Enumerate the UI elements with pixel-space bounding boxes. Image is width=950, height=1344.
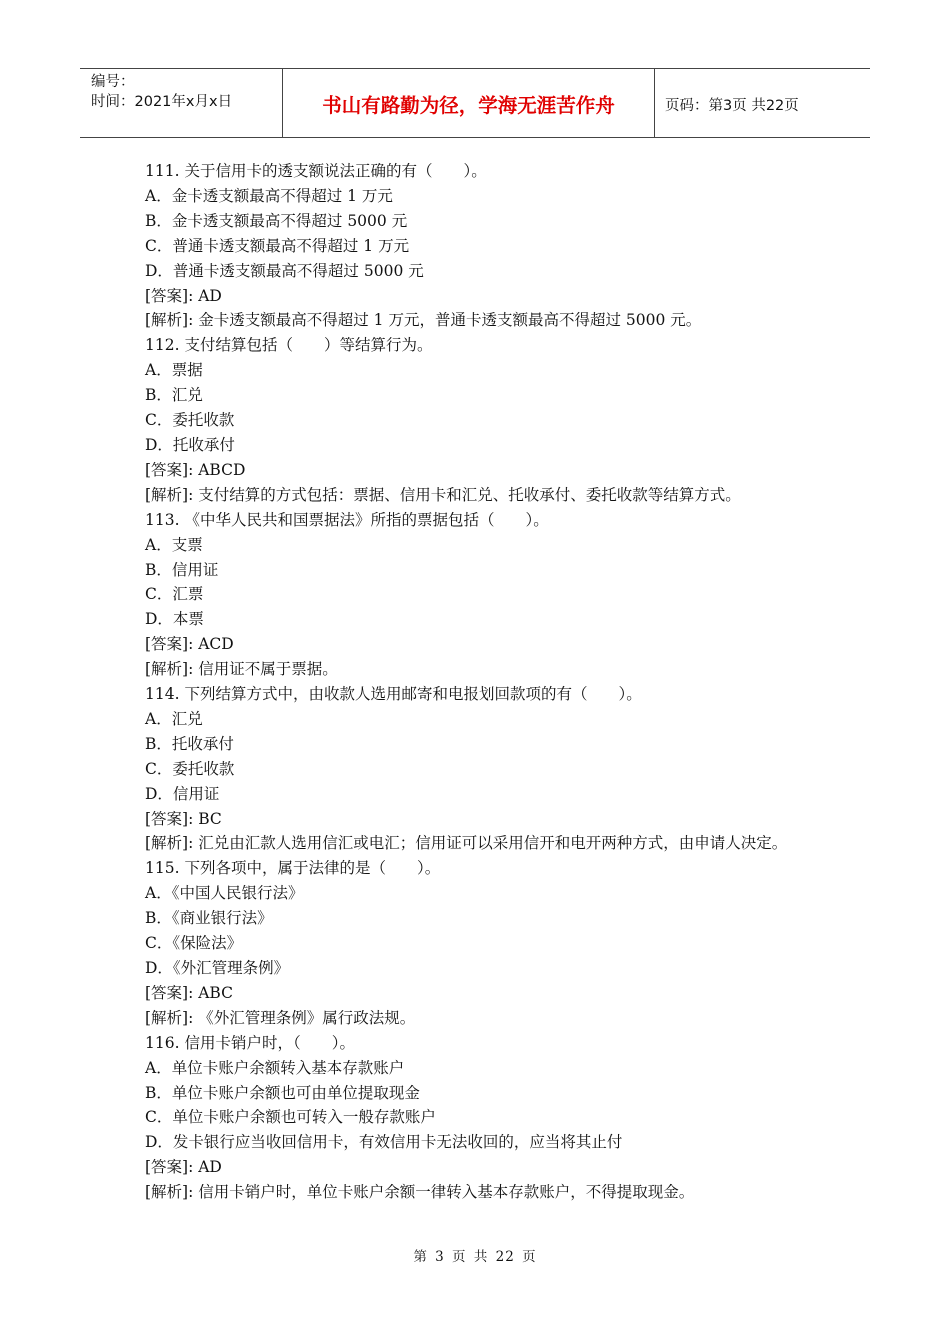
option-b: B．《商业银行法》 <box>145 909 273 928</box>
question-text: 113. 《中华人民共和国票据法》所指的票据包括（ ）。 <box>145 510 549 529</box>
question-block <box>145 856 810 1030</box>
question-text: 112. 支付结算包括（ ）等结算行为。 <box>145 336 433 355</box>
option-d: D．《外汇管理条例》 <box>145 959 290 977</box>
option-a: A．单位卡账户余额转入基本存款账户 <box>145 1058 405 1077</box>
answer: [答案]: AD <box>145 286 222 305</box>
analysis: [解析]: 支付结算的方式包括：票据、信用卡和汇兑、托收承付、委托收款等结算方式。 <box>145 485 741 504</box>
option-a: A．金卡透支额最高不得超过 1 万元 <box>145 186 393 205</box>
analysis: [解析]: 信用证不属于票据。 <box>145 660 338 679</box>
answer: [答案]: ABC <box>145 983 233 1002</box>
option-a: A．支票 <box>145 535 203 554</box>
header-meta <box>80 69 282 137</box>
option-b: B．单位卡账户余额也可由单位提取现金 <box>145 1083 420 1102</box>
question-block <box>145 682 810 856</box>
page-footer: 第 3 页 共 22 页 <box>413 1249 537 1265</box>
document-number-label: 编号： <box>91 74 135 90</box>
question-block <box>145 508 810 682</box>
option-a: A．汇兑 <box>145 709 203 728</box>
answer: [答案]: ACD <box>145 635 234 654</box>
document-time: 时间：2021年x月x日 <box>91 94 233 110</box>
page-header <box>80 68 870 138</box>
question-block <box>145 1031 810 1205</box>
option-c: C．委托收款 <box>145 759 235 778</box>
answer: [答案]: ABCD <box>145 460 246 479</box>
option-c: C．汇票 <box>145 585 204 604</box>
option-a: A．《中国人民银行法》 <box>145 884 304 903</box>
header-page-info: 页码：第3页 共22页 <box>665 97 799 114</box>
analysis: [解析]: 《外汇管理条例》属行政法规。 <box>145 1008 416 1027</box>
question-text: 114. 下列结算方式中，由收款人选用邮寄和电报划回款项的有（ ）。 <box>145 685 642 704</box>
option-c: C．单位卡账户余额也可转入一般存款账户 <box>145 1108 436 1127</box>
option-b: B．汇兑 <box>145 386 203 405</box>
option-b: B．信用证 <box>145 560 219 579</box>
option-d: D．普通卡透支额最高不得超过 5000 元 <box>145 261 424 280</box>
header-motto: 书山有路勤为径，学海无涯苦作舟 <box>282 69 655 137</box>
analysis: [解析]: 汇兑由汇款人选用信汇或电汇；信用证可以采用信开和电开两种方式，由申请人决定。 <box>145 834 788 853</box>
analysis: [解析]: 信用卡销户时，单位卡账户余额一律转入基本存款账户，不得提取现金。 <box>145 1183 695 1202</box>
option-c: C．委托收款 <box>145 411 235 430</box>
option-d: D．本票 <box>145 610 204 629</box>
question-block <box>145 159 810 333</box>
answer: [答案]: BC <box>145 809 222 828</box>
question-text: 116. 信用卡销户时，（ ）。 <box>145 1033 355 1052</box>
option-c: C．普通卡透支额最高不得超过 1 万元 <box>145 236 410 255</box>
answer: [答案]: AD <box>145 1158 222 1177</box>
question-block <box>145 333 810 507</box>
question-text: 115. 下列各项中，属于法律的是（ ）。 <box>145 859 441 878</box>
option-d: D．信用证 <box>145 784 220 803</box>
question-list <box>145 159 810 1205</box>
option-b: B．托收承付 <box>145 734 234 753</box>
analysis: [解析]: 金卡透支额最高不得超过 1 万元，普通卡透支额最高不得超过 5000 元。 <box>145 311 702 330</box>
option-d: D．发卡银行应当收回信用卡，有效信用卡无法收回的，应当将其止付 <box>145 1133 623 1152</box>
option-a: A．票据 <box>145 361 203 380</box>
question-text: 111. 关于信用卡的透支额说法正确的有（ ）。 <box>145 162 487 180</box>
option-b: B．金卡透支额最高不得超过 5000 元 <box>145 211 408 230</box>
option-c: C．《保险法》 <box>145 934 243 953</box>
option-d: D．托收承付 <box>145 435 235 454</box>
